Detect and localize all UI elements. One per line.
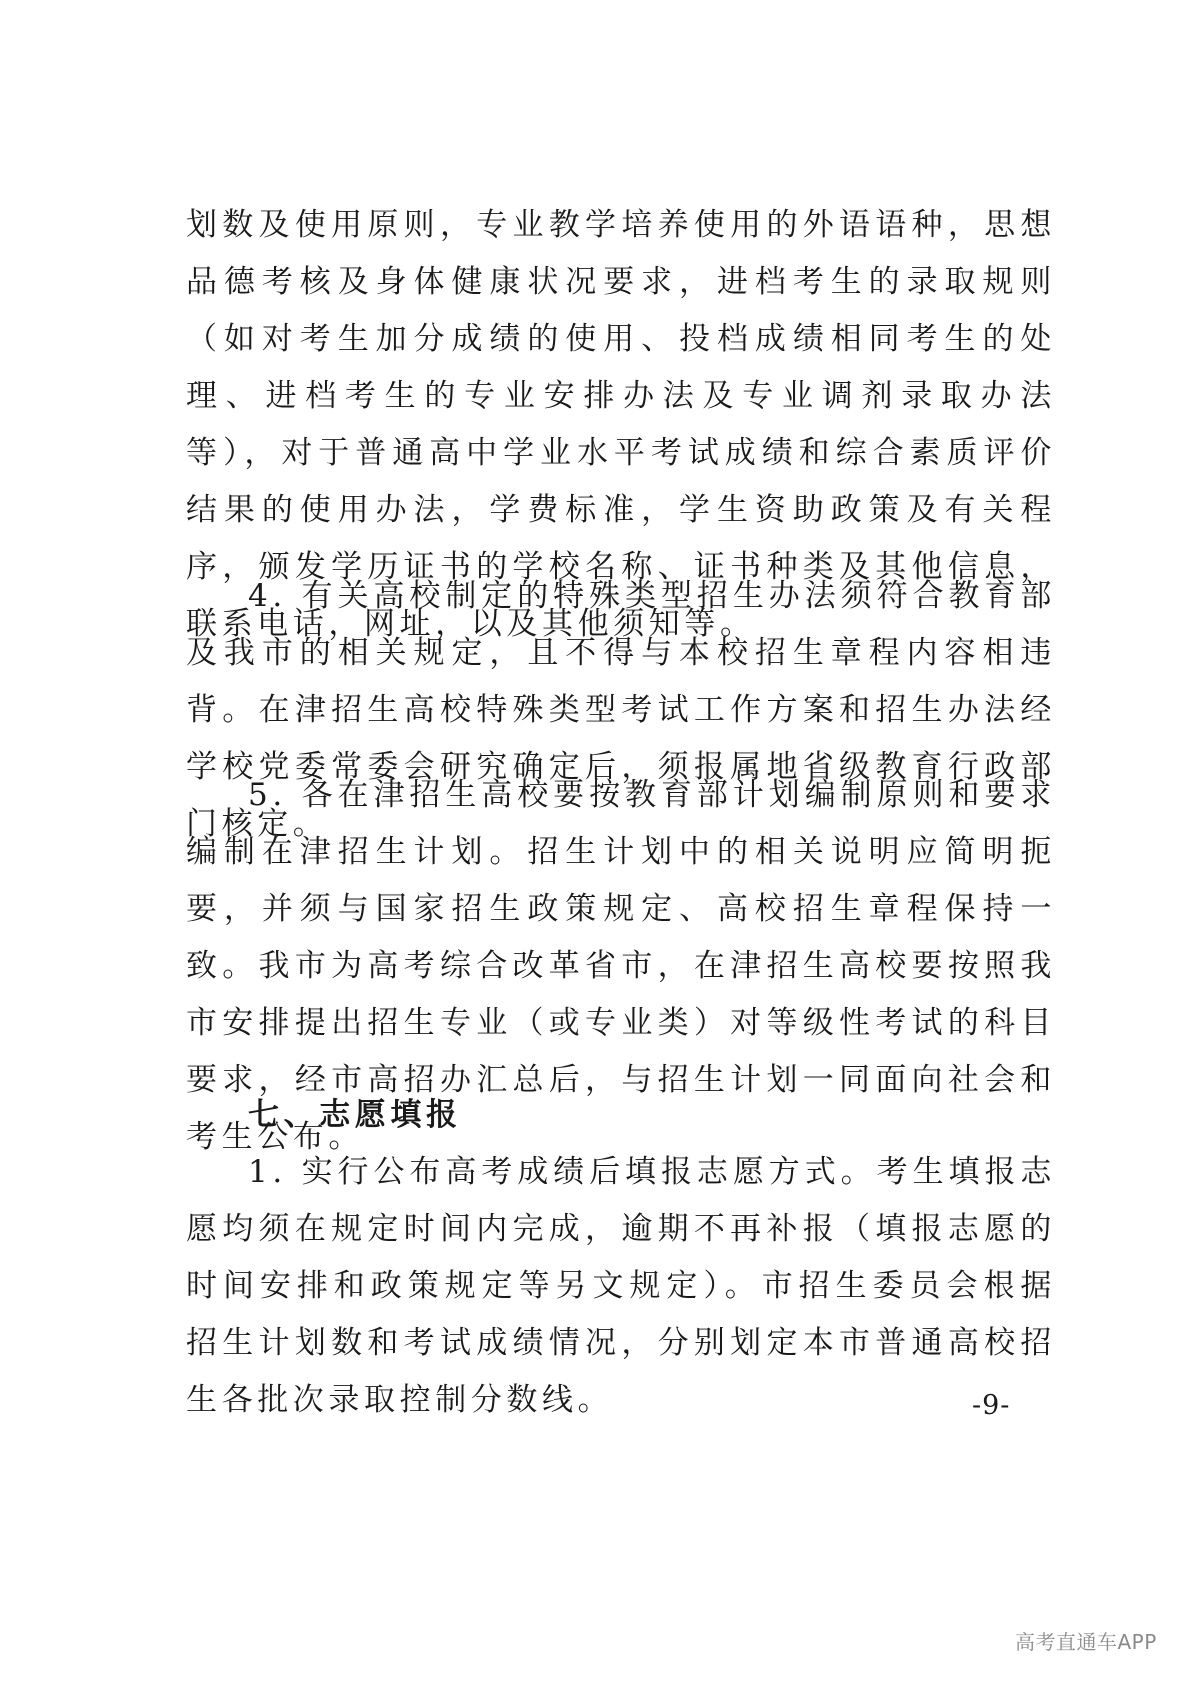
watermark-label: 高考直通车APP (1015, 1630, 1157, 1654)
paragraph-item-5: 5. 各在津招生高校要按教育部计划编制原则和要求编制在津招生计划。招生计划中的相关说明应简明扼要，并须与国家招生政策规定、高校招生章程保持一致。我市为高考综合改革省市，在津招生高校要按照我市安排提出招生专业（或专业类）对等级性考试的科目要求，经市高招办汇总后，与招生计划一同面向社会和考生公布。 (186, 777, 1056, 1155)
paragraph-item-1: 1. 实行公布高考成绩后填报志愿方式。考生填报志愿均须在规定时间内完成，逾期不再补报（填报志愿的时间安排和政策规定等另文规定）。市招生委员会根据招生计划数和考试成绩情况，分别划定本市普通高校招生各批次录取控制分数线。 (186, 1154, 1056, 1418)
paragraph-item-4: 4. 有关高校制定的特殊类型招生办法须符合教育部及我市的相关规定，且不得与本校招生章程内容相违背。在津招生高校特殊类型考试工作方案和招生办法经学校党委常委会研究确定后，须报属地省级教育行政部门核定。 (186, 578, 1056, 842)
paragraph-continuation: 划数及使用原则，专业教学培养使用的外语语种，思想品德考核及身体健康状况要求，进档考生的录取规则（如对考生加分成绩的使用、投档成绩相同考生的处理、进档考生的专业安排办法及专业调剂录取办法等），对于普通高中学业水平考试成绩和综合素质评价结果的使用办法，学费标准，学生资助政策及有关程序，颁发学历证书的学校名称、证书种类及其他信息，联系电话，网址，以及其他须知等。 (186, 207, 1056, 642)
section-heading: 七、志愿填报 (248, 1097, 462, 1133)
page-number: -9- (972, 1390, 1011, 1421)
